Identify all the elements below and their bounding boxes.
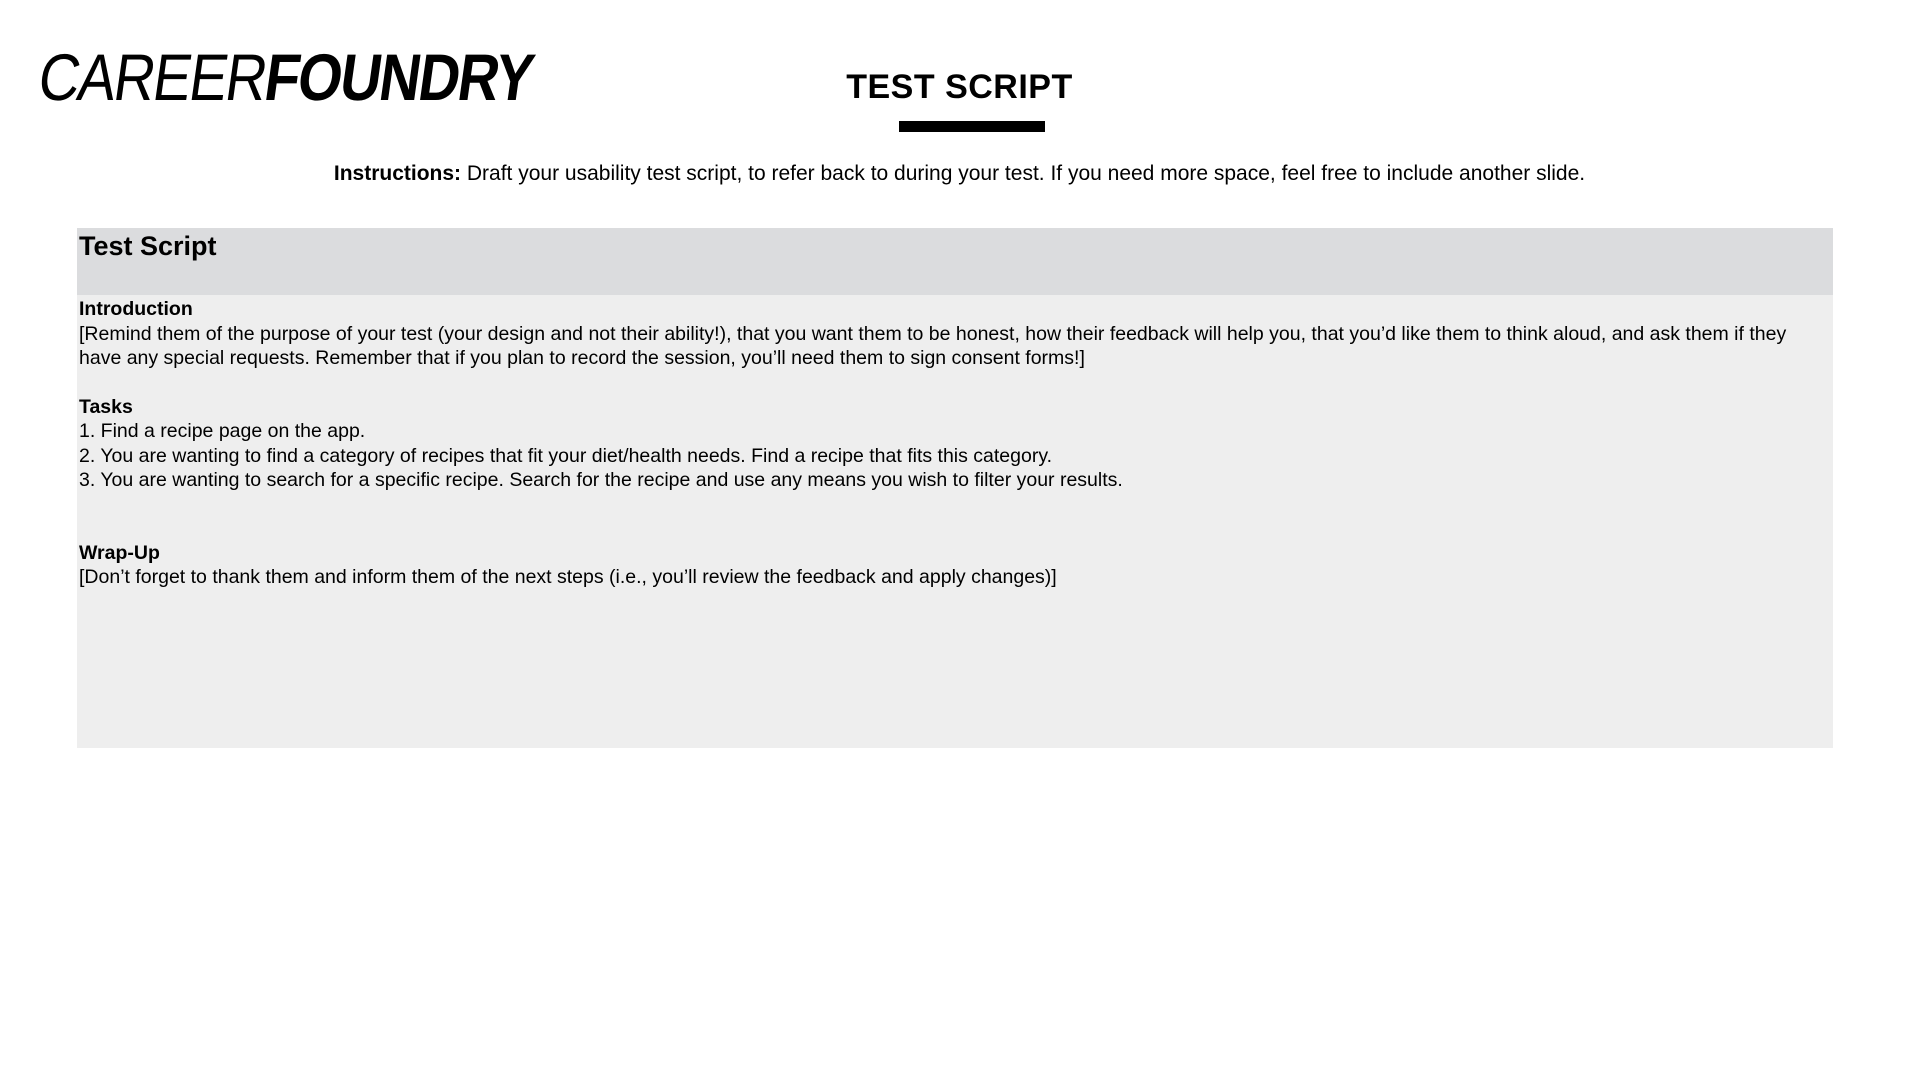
tasks-section xyxy=(79,395,1831,493)
instructions-label: Instructions: xyxy=(333,162,462,185)
card-header xyxy=(77,228,1833,295)
test-script-card xyxy=(77,228,1833,748)
wrapup-title: Wrap-Up xyxy=(79,541,160,564)
task-item-1: 1. Find a recipe page on the app. xyxy=(79,420,366,442)
instructions xyxy=(0,161,1919,186)
task-item-3: 3. You are wanting to search for a specific recipe. Search for the recipe and use any means you wish to filter your results. xyxy=(79,469,1123,491)
title-underline xyxy=(899,121,1045,132)
task-item-2: 2. You are wanting to find a category of recipes that fit your diet/health needs. Find a recipe that fits this category. xyxy=(79,444,1053,467)
card-title: Test Script xyxy=(79,231,217,261)
wrapup-section xyxy=(79,541,1831,590)
logo-career-text: CAREER xyxy=(34,40,271,114)
introduction-section xyxy=(79,297,1831,371)
introduction-title: Introduction xyxy=(79,298,193,320)
wrapup-text: [Don’t forget to thank them and inform them of the next steps (i.e., you’ll review the feedback and apply changes)] xyxy=(79,566,1057,588)
card-body xyxy=(77,295,1833,590)
instructions-text: Draft your usability test script, to refer back to during your test. If you need more space, feel free to include another slide. xyxy=(461,162,1586,185)
task-list xyxy=(79,419,1831,493)
introduction-text: [Remind them of the purpose of your test (your design and not their ability!), that you want them to be honest, how their feedback will help you, that you’d like them to think aloud, and ask them if they have any special requests. Remember that if you plan to record the session, you’ll need them to sign consent forms!] xyxy=(79,322,1787,369)
logo-foundry-text: FOUNDRY xyxy=(260,40,538,114)
page-title: TEST SCRIPT xyxy=(846,68,1073,106)
tasks-title: Tasks xyxy=(79,395,133,418)
